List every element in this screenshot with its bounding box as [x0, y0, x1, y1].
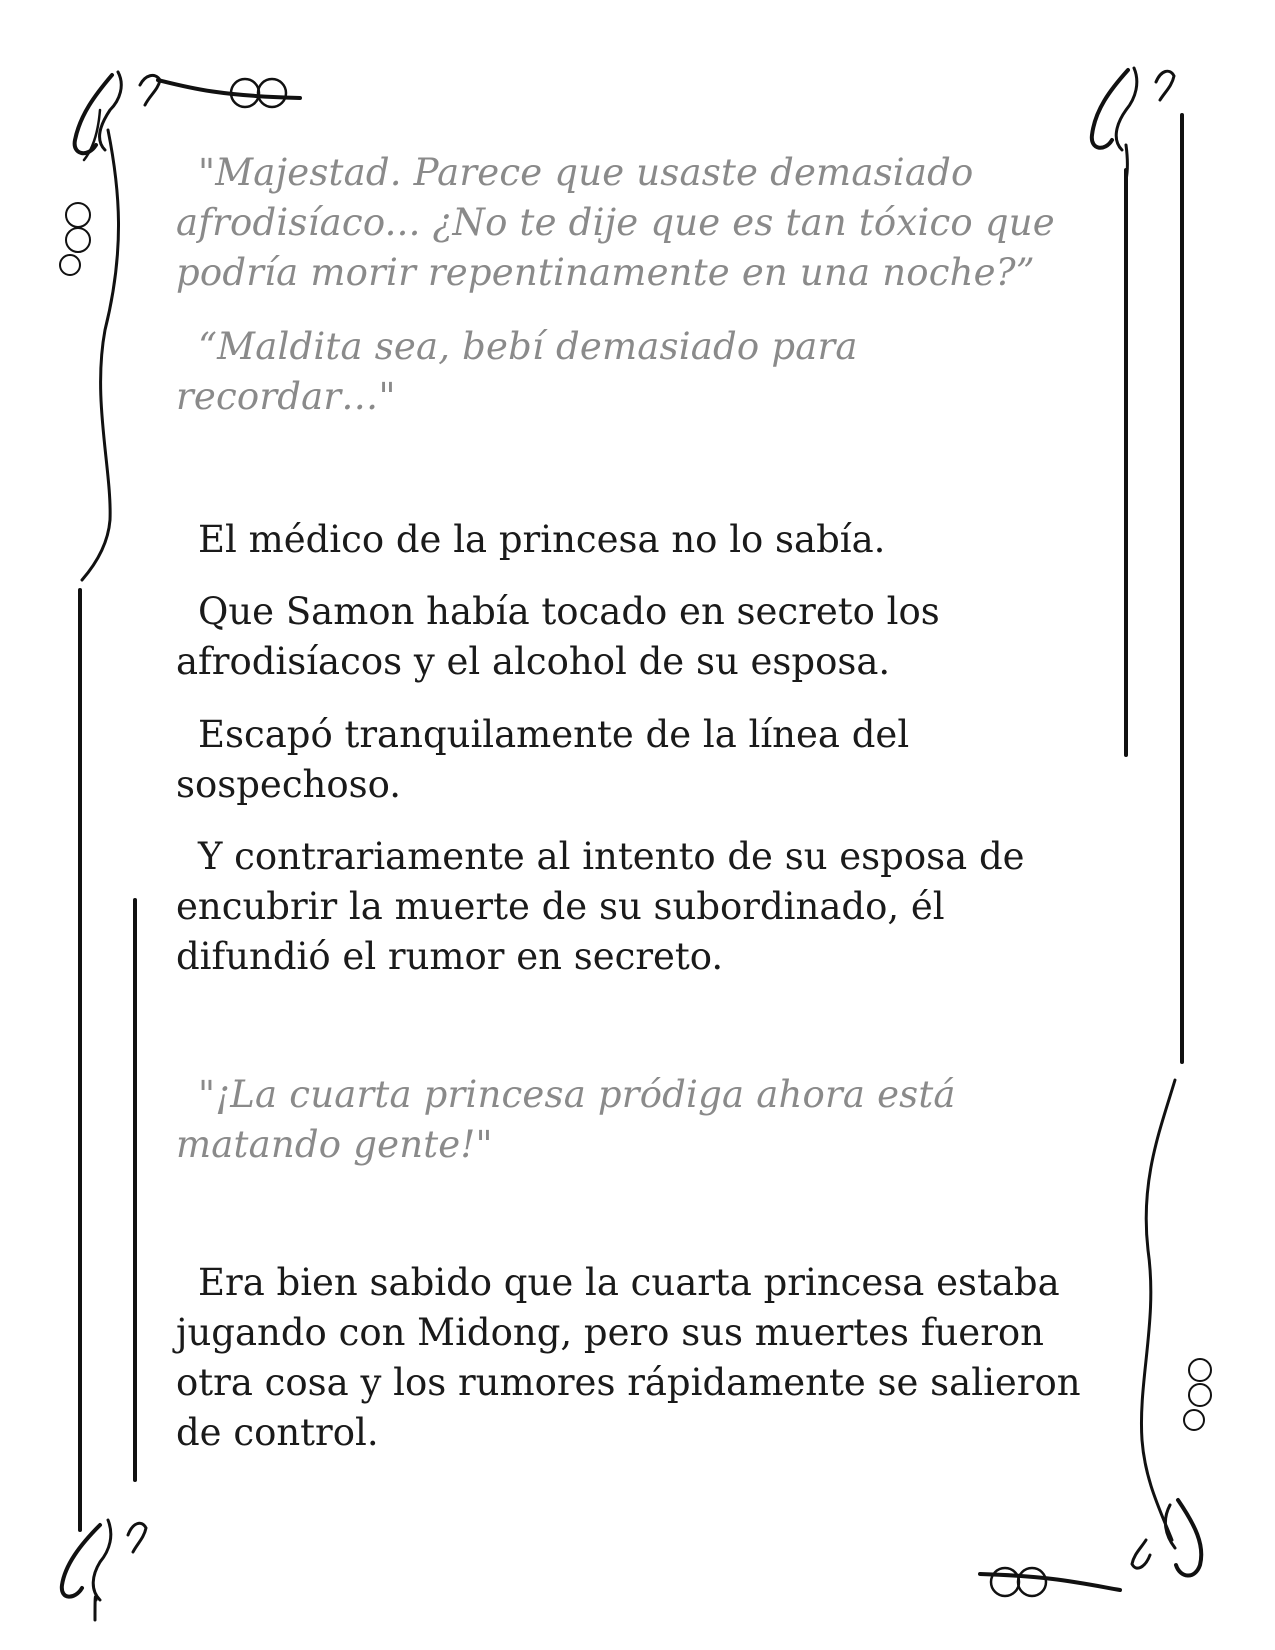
narration-paragraph-5: Era bien sabido que la cuarta princesa estaba jugando con Midong, pero sus muertes fueron otra cosa y los rumores rápidamente se salieron de control.	[176, 1261, 1081, 1454]
dialogue-paragraph-1: "Majestad. Parece que usaste demasiado afrodisíaco... ¿No te dije que es tan tóxico que podría morir repentinamente en una noche?”	[176, 151, 1055, 294]
dialogue-paragraph-2: “Maldita sea, bebí demasiado para recordar…"	[176, 325, 858, 418]
narration-paragraph-1: El médico de la princesa no lo sabía.	[198, 518, 886, 561]
top-right-flourish	[1092, 68, 1174, 180]
narration-paragraph-3: Escapó tranquilamente de la línea del sospechoso.	[176, 713, 910, 806]
narration-paragraph-2: Que Samon había tocado en secreto los afrodisíacos y el alcohol de su esposa.	[176, 590, 940, 683]
bottom-left-flourish	[62, 1520, 146, 1620]
narration-paragraph-4: Y contrariamente al intento de su esposa de encubrir la muerte de su subordinado, él difundió el rumor en secreto.	[176, 835, 1025, 978]
dialogue-paragraph-3: "¡La cuarta princesa pródiga ahora está matando gente!"	[176, 1073, 956, 1166]
